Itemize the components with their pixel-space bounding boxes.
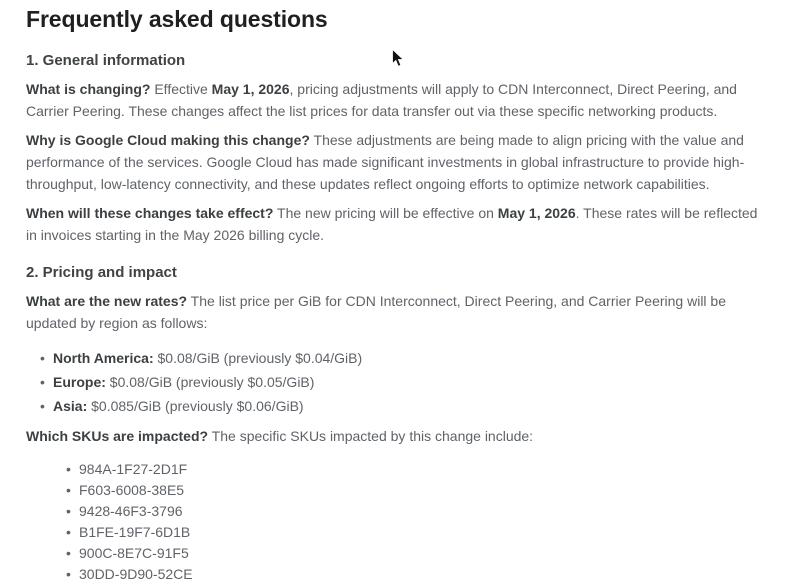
faq-question-label: When will these changes take effect?: [26, 205, 274, 221]
faq-item-why-change: [26, 129, 760, 195]
faq-item-new-rates: [26, 290, 760, 334]
section-heading-pricing-and-impact: 2. Pricing and impact: [26, 264, 177, 281]
answer-text-segment: Effective: [150, 81, 212, 97]
sku-list-item: [66, 564, 760, 585]
region-label: Asia:: [53, 398, 88, 414]
answer-text-segment: . These rates will be reflected in invoices starting in the May 2026 billing cycle.: [26, 205, 758, 243]
answer-text-segment: , pricing adjustments will apply to CDN Interconnect, Direct Peering, and Carrier Peering. These changes affect the list prices for data transfer out via these specific networking products.: [26, 81, 737, 119]
sku-id: 9428-46F3-3796: [79, 503, 183, 519]
sku-id: 984A-1F27-2D1F: [79, 461, 188, 477]
sku-id: B1FE-19F7-6D1B: [79, 524, 191, 540]
region-label: North America:: [53, 350, 154, 366]
page-title: Frequently asked questions: [26, 6, 328, 32]
section-heading-general-information: 1. General information: [26, 52, 186, 69]
sku-id: F603-6008-38E5: [79, 482, 185, 498]
sku-list-item: [66, 501, 760, 522]
sku-list-item: [66, 543, 760, 564]
sku-id: 30DD-9D90-52CE: [79, 566, 193, 582]
faq-question-label: Which SKUs are impacted?: [26, 428, 209, 444]
sku-list-item: [66, 522, 760, 543]
bold-date-segment: May 1, 2026: [211, 81, 290, 97]
sku-id: 900C-8E7C-91F5: [79, 545, 189, 561]
sku-list-item: [66, 459, 760, 480]
region-list-item: [40, 394, 760, 418]
answer-text-segment: These adjustments are being made to align pricing with the value and performance of the services. Google Cloud has made significant investments in global infrastructure to provide high-throughput, low-latency connectivity, and these updates reflect ongoing efforts to optimize network capabilities.: [26, 132, 745, 192]
sku-list-item: [66, 480, 760, 501]
region-label: Europe:: [53, 374, 106, 390]
region-price: $0.08/GiB (previously $0.04/GiB): [153, 350, 363, 366]
faq-question-label: Why is Google Cloud making this change?: [26, 132, 310, 148]
faq-item-impacted-skus: [26, 425, 760, 447]
answer-text-segment: The new pricing will be effective on: [273, 205, 498, 221]
region-list-item: [40, 346, 760, 370]
answer-text-segment: The specific SKUs impacted by this change include:: [208, 428, 534, 444]
region-price: $0.08/GiB (previously $0.05/GiB): [105, 374, 315, 390]
region-price-list: [40, 346, 760, 418]
faq-question-label: What is changing?: [26, 81, 151, 97]
bold-date-segment: May 1, 2026: [497, 205, 576, 221]
sku-list: [66, 459, 760, 585]
faq-question-label: What are the new rates?: [26, 293, 188, 309]
region-list-item: [40, 370, 760, 394]
region-price: $0.085/GiB (previously $0.06/GiB): [87, 398, 304, 414]
answer-text-segment: The list price per GiB for CDN Interconnect, Direct Peering, and Carrier Peering will be updated by region as follows:: [26, 293, 727, 331]
faq-item-what-is-changing: [26, 78, 760, 122]
faq-item-when-effect: [26, 202, 760, 246]
